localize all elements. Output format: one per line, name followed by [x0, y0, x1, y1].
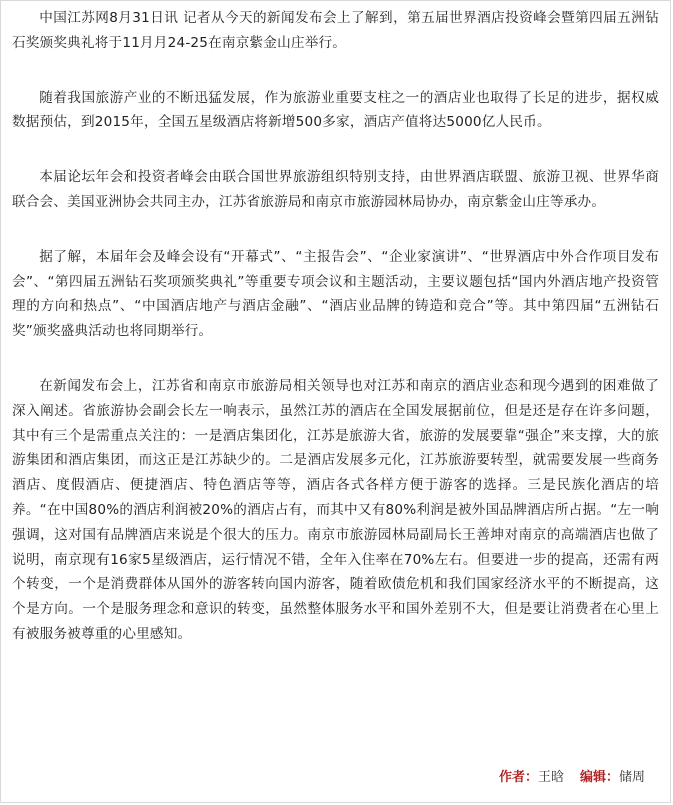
article-credits [499, 768, 645, 788]
paragraph-organizers: 本届论坛年会和投资者峰会由联合国世界旅游组织特别支持，由世界酒店联盟、旅游卫视、世界华商联合会、美国亚洲协会共同主办，江苏省旅游局和南京市旅游园林局协办，南京紫金山庄等承办。 [12, 169, 659, 210]
paragraph-agenda: 据了解，本届年会及峰会设有“开幕式”、“主报告会”、“企业家演讲”、“世界酒店中外合作项目发布会”、“第四届五洲钻石奖项颁奖典礼”等重要专项会议和主题活动，主要议题包括“国内外酒店地产投资管理的方向和热点”、“中国酒店地产与酒店金融”、“酒店业品牌的铸造和竞合”等。其中第四届“五洲钻石奖”颁奖盛典活动也将同期举行。 [12, 248, 659, 340]
author-name: 王晗 [537, 770, 564, 785]
author-label: 作者： [498, 770, 538, 785]
paragraph-press-conference: 在新闻发布会上，江苏省和南京市旅游局相关领导也对江苏和南京的酒店业态和现今遇到的困难做了深入阐述。省旅游协会副会长左一响表示，虽然江苏的酒店在全国发展据前位，但是还是存在许多问题，其中有三个是需重点关注的：一是酒店集团化，江苏是旅游大省，旅游的发展要靠“强企”来支撑，大的旅游集团和酒店集团，而这正是江苏缺少的。二是酒店发展多元化，江苏旅游要转型，就需要发展一些商务酒店、度假酒店、便捷酒店、特色酒店等等，酒店各式各样方便于游客的选择。三是民族化酒店的培养。“在中国80%的酒店利润被20%的酒店占有，而其中又有80%利润是被外国品牌酒店所占据。“左一响强调，这对国有品牌酒店来说是个很大的压力。南京市旅游园林局副局长王善坤对南京的高端酒店也做了说明，南京现有16家5星级酒店，运行情况不错，全年入住率在70%左右。但要进一步的提高，还需有两个转变，一个是消费群体从国外的游客转向国内游客，随着欧债危机和我们国家经济水平的不断提高，这个是方向。一个是服务理念和意识的转变，虽然整体服务水平和国外差别不大，但是要让消费者在心里上有被服务被尊重的心里感知。 [12, 377, 659, 642]
paragraph-intro: 中国江苏网8月31日讯 记者从今天的新闻发布会上了解到，第五届世界酒店投资峰会暨第四届五洲钻石奖颁奖典礼将于11月月24-25在南京紫金山庄举行。 [12, 10, 659, 51]
editor-label: 编辑： [579, 770, 619, 785]
article-body [12, 6, 659, 677]
paragraph-industry-growth: 随着我国旅游产业的不断迅猛发展，作为旅游业重要支柱之一的酒店业也取得了长足的进步，据权威数据预估，到2015年，全国五星级酒店将新增500多家，酒店产值将达5000亿人民币。 [12, 89, 659, 131]
editor-name: 储周 [618, 770, 645, 785]
